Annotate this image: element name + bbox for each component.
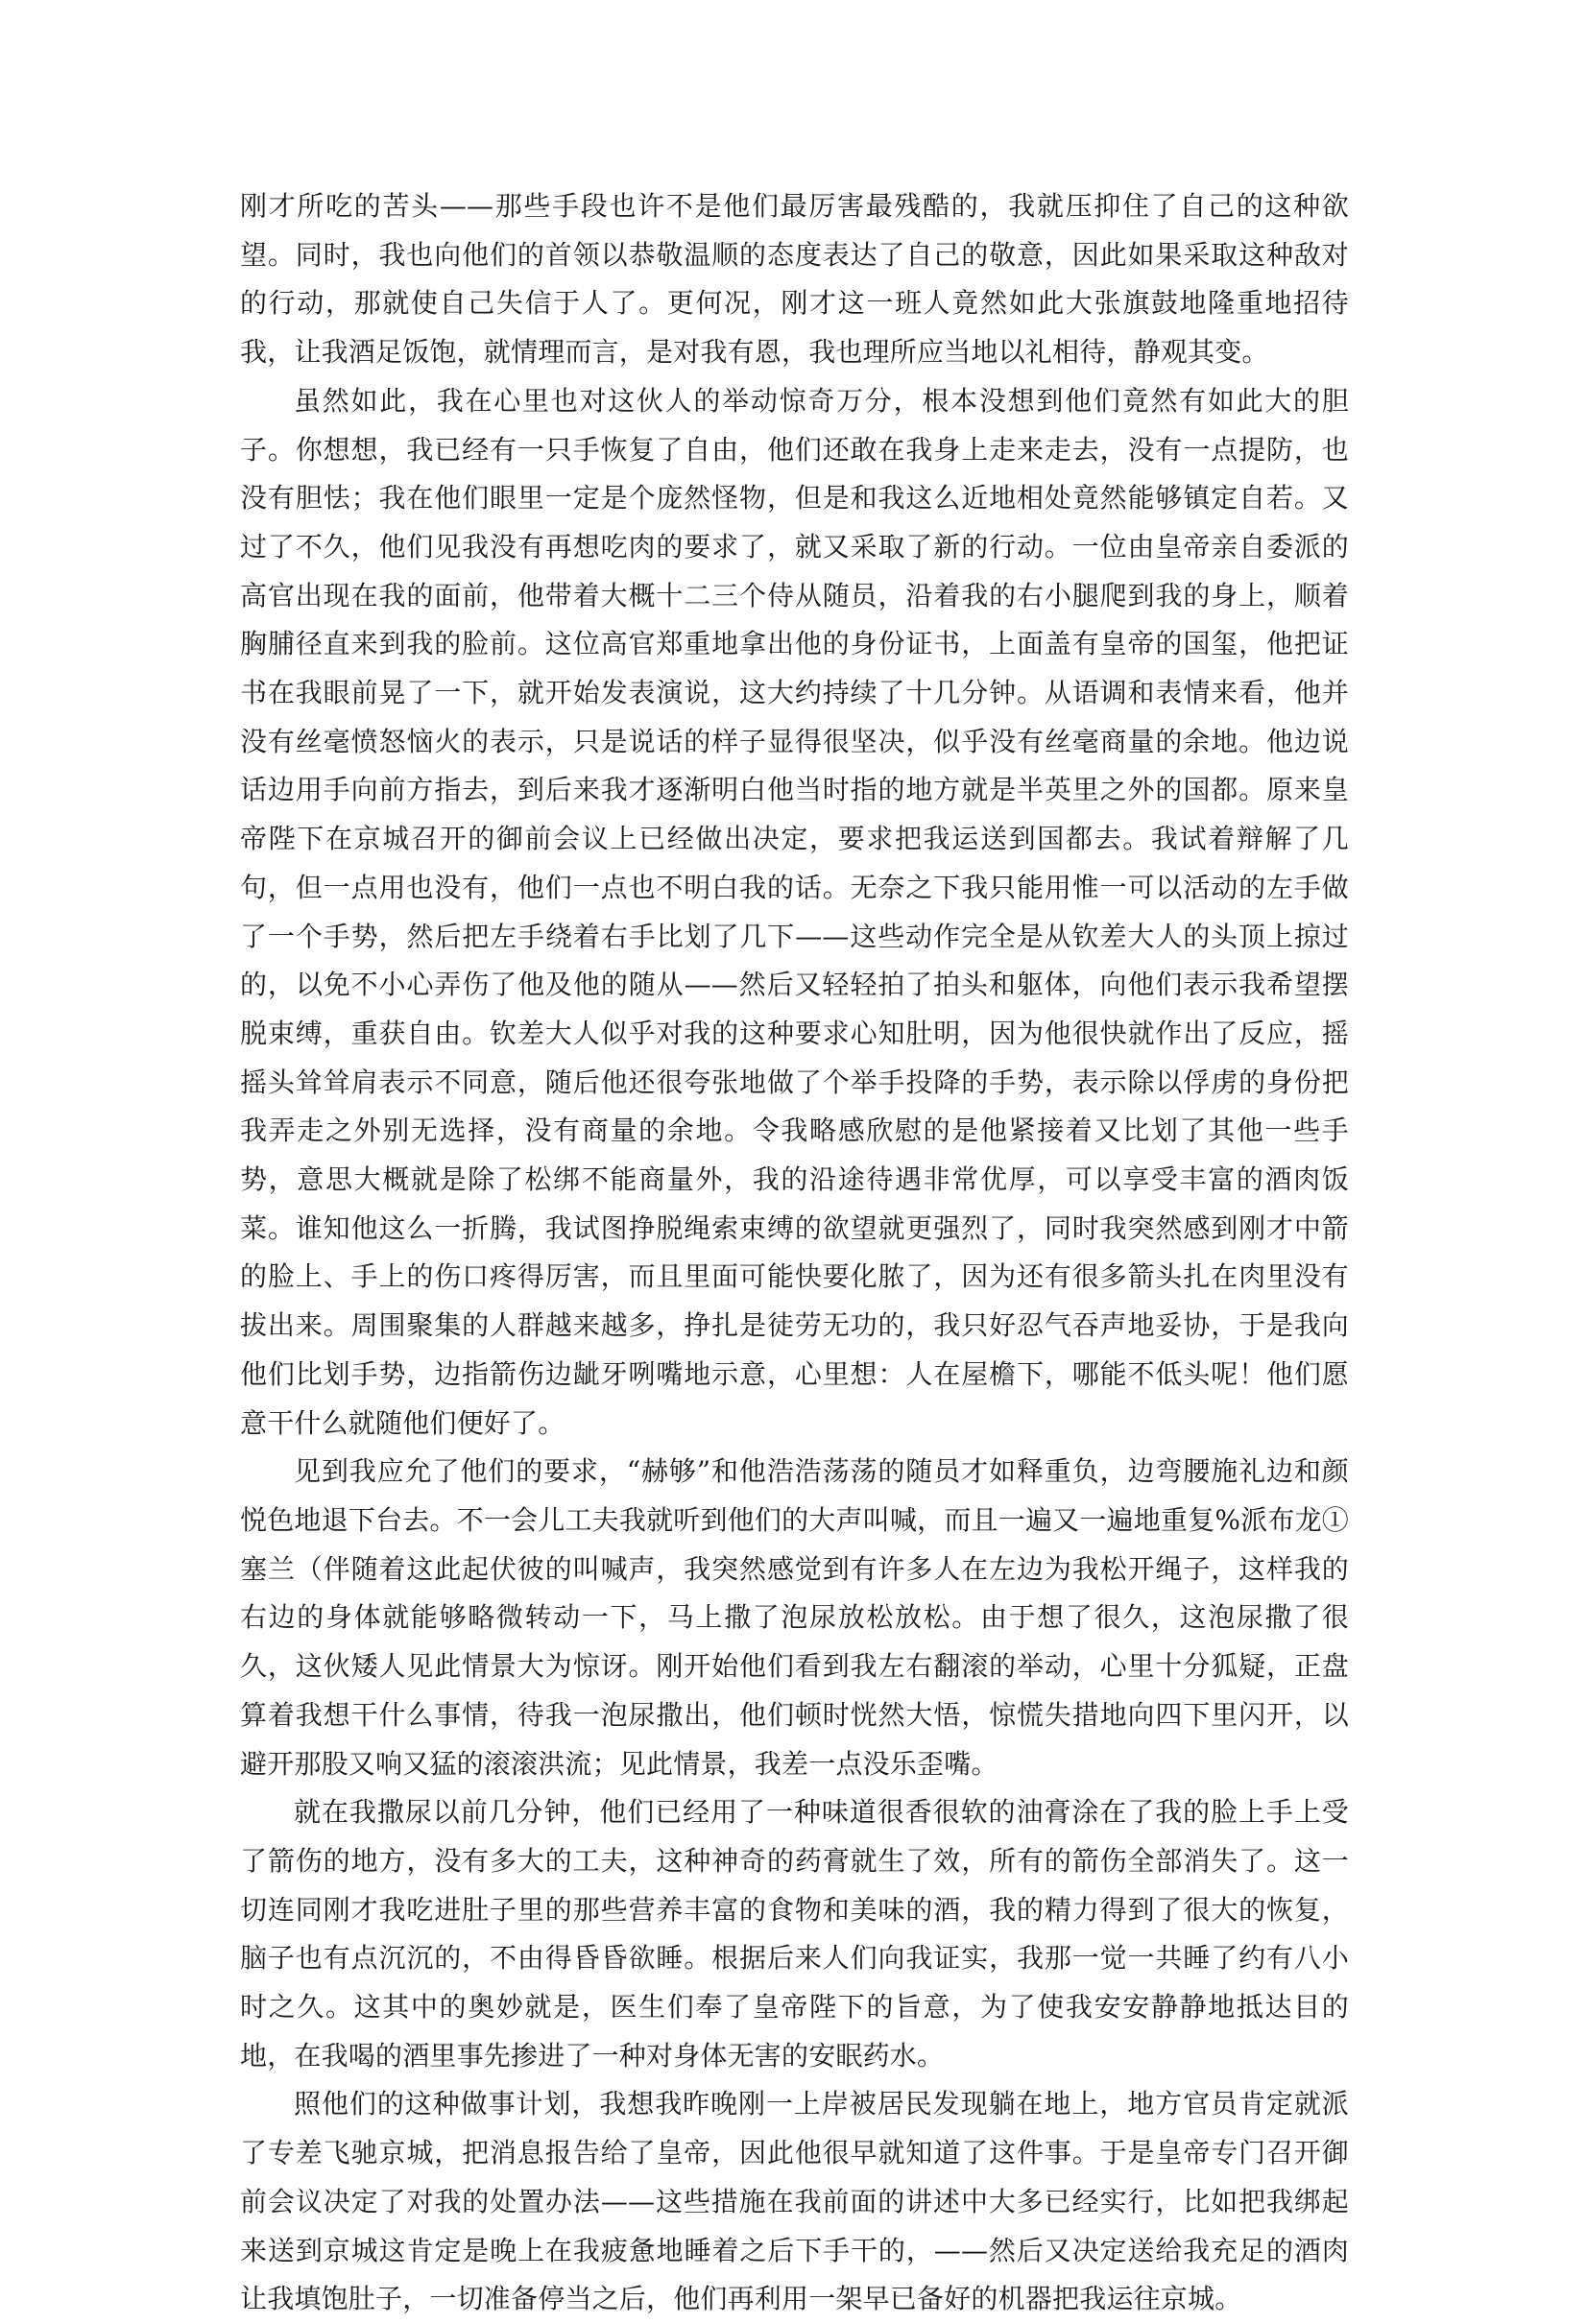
paragraph-3: 见到我应允了他们的要求，“赫够”和他浩浩荡荡的随员才如释重负，边弯腰施礼边和颜悦色地退下台去。不一会儿工夫我就听到他们的大声叫喊，而且一遍又一遍地重复%派布龙①塞兰（伴随着这此起伏彼的叫喊声，我突然感觉到有许多人在左边为我松开绳子，这样我的右边的身体就能够略微转动一下，马上撒了泡尿放松放松。由于想了很久，这泡尿撒了很久，这伙矮人见此情景大为惊讶。刚开始他们看到我左右翻滚的举动，心里十分狐疑，正盘算着我想干什么事情，待我一泡尿撒出，他们顿时恍然大悟，惊慌失措地向四下里闪开，以避开那股又响又猛的滚滚洪流；见此情景，我差一点没乐歪嘴。 [240, 1455, 1349, 1780]
document-page [240, 182, 1349, 2324]
paragraph-2: 虽然如此，我在心里也对这伙人的举动惊奇万分，根本没想到他们竟然有如此大的胆子。你想想，我已经有一只手恢复了自由，他们还敢在我身上走来走去，没有一点提防，也没有胆怯；我在他们眼里一定是个庞然怪物，但是和我这么近地相处竟然能够镇定自若。又过了不久，他们见我没有再想吃肉的要求了，就又采取了新的行动。一位由皇帝亲自委派的高官出现在我的面前，他带着大概十二三个侍从随员，沿着我的右小腿爬到我的身上，顺着胸脯径直来到我的脸前。这位高官郑重地拿出他的身份证书，上面盖有皇帝的国玺，他把证书在我眼前晃了一下，就开始发表演说，这大约持续了十几分钟。从语调和表情来看，他并没有丝毫愤怒恼火的表示，只是说话的样子显得很坚决，似乎没有丝毫商量的余地。他边说话边用手向前方指去，到后来我才逐渐明白他当时指的地方就是半英里之外的国都。原来皇帝陛下在京城召开的御前会议上已经做出决定，要求把我运送到国都去。我试着辩解了几句，但一点用也没有，他们一点也不明白我的话。无奈之下我只能用惟一可以活动的左手做了一个手势，然后把左手绕着右手比划了几下——这些动作完全是从钦差大人的头顶上掠过的，以免不小心弄伤了他及他的随从——然后又轻轻拍了拍头和躯体，向他们表示我希望摆脱束缚，重获自由。钦差大人似乎对我的这种要求心知肚明，因为他很快就作出了反应，摇摇头耸耸肩表示不同意，随后他还很夸张地做了个举手投降的手势，表示除以俘虏的身份把我弄走之外别无选择，没有商量的余地。令我略感欣慰的是他紧接着又比划了其他一些手势，意思大概就是除了松绑不能商量外，我的沿途待遇非常优厚，可以享受丰富的酒肉饭菜。谁知他这么一折腾，我试图挣脱绳索束缚的欲望就更强烈了，同时我突然感到刚才中箭的脸上、手上的伤口疼得厉害，而且里面可能快要化脓了，因为还有很多箭头扎在肉里没有拔出来。周围聚集的人群越来越多，挣扎是徒劳无功的，我只好忍气吞声地妥协，于是我向他们比划手势，边指箭伤边龇牙咧嘴地示意，心里想：人在屋檐下，哪能不低头呢！他们愿意干什么就随他们便好了。 [240, 384, 1349, 1439]
paragraph-4: 就在我撒尿以前几分钟，他们已经用了一种味道很香很软的油膏涂在了我的脸上手上受了箭伤的地方，没有多大的工夫，这种神奇的药膏就生了效，所有的箭伤全部消失了。这一切连同刚才我吃进肚子里的那些营养丰富的食物和美味的酒，我的精力得到了很大的恢复，脑子也有点沉沉的，不由得昏昏欲睡。根据后来人们向我证实，我那一觉一共睡了约有八小时之久。这其中的奥妙就是，医生们奉了皇帝陛下的旨意，为了使我安安静静地抵达目的地，在我喝的酒里事先掺进了一种对身体无害的安眠药水。 [240, 1796, 1349, 2072]
paragraph-5: 照他们的这种做事计划，我想我昨晚刚一上岸被居民发现躺在地上，地方官员肯定就派了专差飞驰京城，把消息报告给了皇帝，因此他很早就知道了这件事。于是皇帝专门召开御前会议决定了对我的处置办法——这些措施在我前面的讲述中大多已经实行，比如把我绑起来送到京城这肯定是晚上在我疲惫地睡着之后下手干的，——然后又决定送给我充足的酒肉让我填饱肚子，一切准备停当之后，他们再利用一架早已备好的机器把我运往京城。 [240, 2088, 1349, 2315]
paragraph-1: 刚才所吃的苦头——那些手段也许不是他们最厉害最残酷的，我就压抑住了自己的这种欲望。同时，我也向他们的首领以恭敬温顺的态度表达了自己的敬意，因此如果采取这种敌对的行动，那就使自己失信于人了。更何况，刚才这一班人竟然如此大张旗鼓地隆重地招待我，让我酒足饭饱，就情理而言，是对我有恩，我也理所应当地以礼相待，静观其变。 [240, 190, 1349, 369]
